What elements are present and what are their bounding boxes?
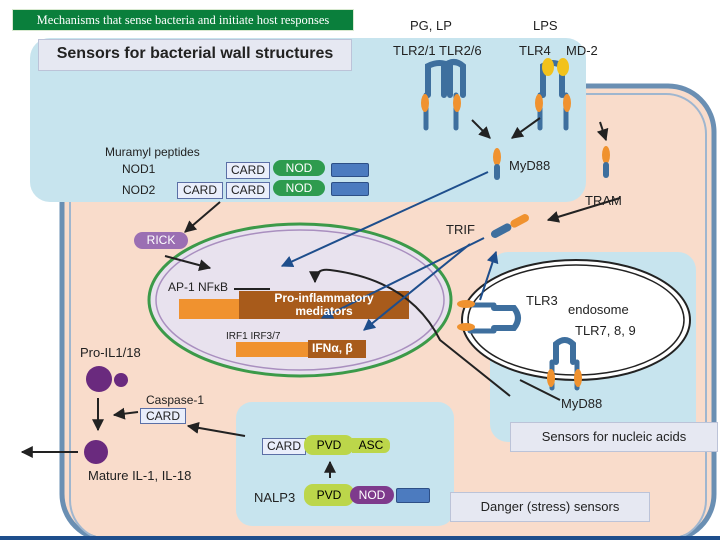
tram-orange [602,146,610,164]
md2-right [557,58,569,76]
irf-label: IRF1 IRF3/7 [226,331,281,342]
mature-il-circle [84,440,108,464]
ifn-label: IFNα, β [312,341,353,355]
nalp3-lrr [396,488,430,503]
tlr3-tail-top [457,300,475,308]
md2-label: MD-2 [566,43,598,58]
wall-panel-title: Sensors for bacterial wall structures [38,39,352,71]
tlr4-tail-left [535,94,543,112]
tlr7-label: TLR7, 8, 9 [575,323,636,338]
nod2-lrr [331,182,369,196]
asc-label: ASC [352,438,390,453]
ifn-orange-bar [236,342,308,357]
tlr3-label: TLR3 [526,293,558,308]
nod2-card-1: CARD [177,182,223,199]
nalp3-nod-domain: NOD [350,486,394,504]
header-banner [12,9,354,31]
tlr2-tail-left [421,94,429,112]
tlr4-label: TLR4 [519,43,551,58]
ap1-nfkb-label: AP-1 NFκB [168,280,229,294]
md2-left [542,58,554,76]
mature-il-label: Mature IL-1, IL-18 [88,468,192,483]
nod1-nod-domain: NOD [273,160,325,176]
nod2-card-2: CARD [226,182,270,199]
danger-panel-title: Danger (stress) sensors [450,492,650,522]
trif-label: TRIF [446,222,475,237]
tlr2-label: TLR2/1 TLR2/6 [393,43,482,58]
myd88-top-orange [493,148,501,166]
nod2-nod-domain: NOD [273,180,325,196]
rick-badge: RICK [134,232,188,249]
nalp3-label: NALP3 [254,490,296,505]
header-title: Mechanisms that sense bacteria and initiate host responses [36,13,330,27]
tlr4-tail-right [563,94,571,112]
nod1-lrr [331,163,369,177]
nalp3-pvd-domain: PVD [304,484,354,506]
myd88-top-blue [494,164,500,180]
tlr7-tail-right [574,369,582,387]
pro-inflam-orange-bar [179,299,239,319]
myd88-endosome-label: MyD88 [561,396,603,411]
nod2-label: NOD2 [122,183,156,197]
lps-label: LPS [533,18,558,33]
pro-inflammatory-label: Pro-inflammatory mediators [274,291,374,318]
tlr3-tail-bottom [457,323,475,331]
bottom-edge-bar [0,536,720,540]
asc-card: CARD [262,438,306,455]
caspase-card: CARD [140,408,186,424]
tram-label: TRAM [585,193,622,208]
pro-il-circle-small [114,373,128,387]
pro-il-label: Pro-IL1/18 [80,345,141,360]
nod1-card: CARD [226,162,270,179]
tlr7-tail-left [547,369,555,387]
pro-il-circle-large [86,366,112,392]
danger-panel [236,402,454,526]
myd88-label: MyD88 [509,158,551,173]
nod1-label: NOD1 [122,162,156,176]
muramyl-label: Muramyl peptides [105,145,200,159]
caspase-label: Caspase-1 [146,393,205,407]
nucleic-panel-title: Sensors for nucleic acids [510,422,718,452]
tram-blue [603,162,609,178]
asc-pvd-domain: PVD [304,435,354,455]
endosome-label: endosome [568,302,629,317]
pg-lp-label: PG, LP [410,18,452,33]
tlr2-tail-right [453,94,461,112]
